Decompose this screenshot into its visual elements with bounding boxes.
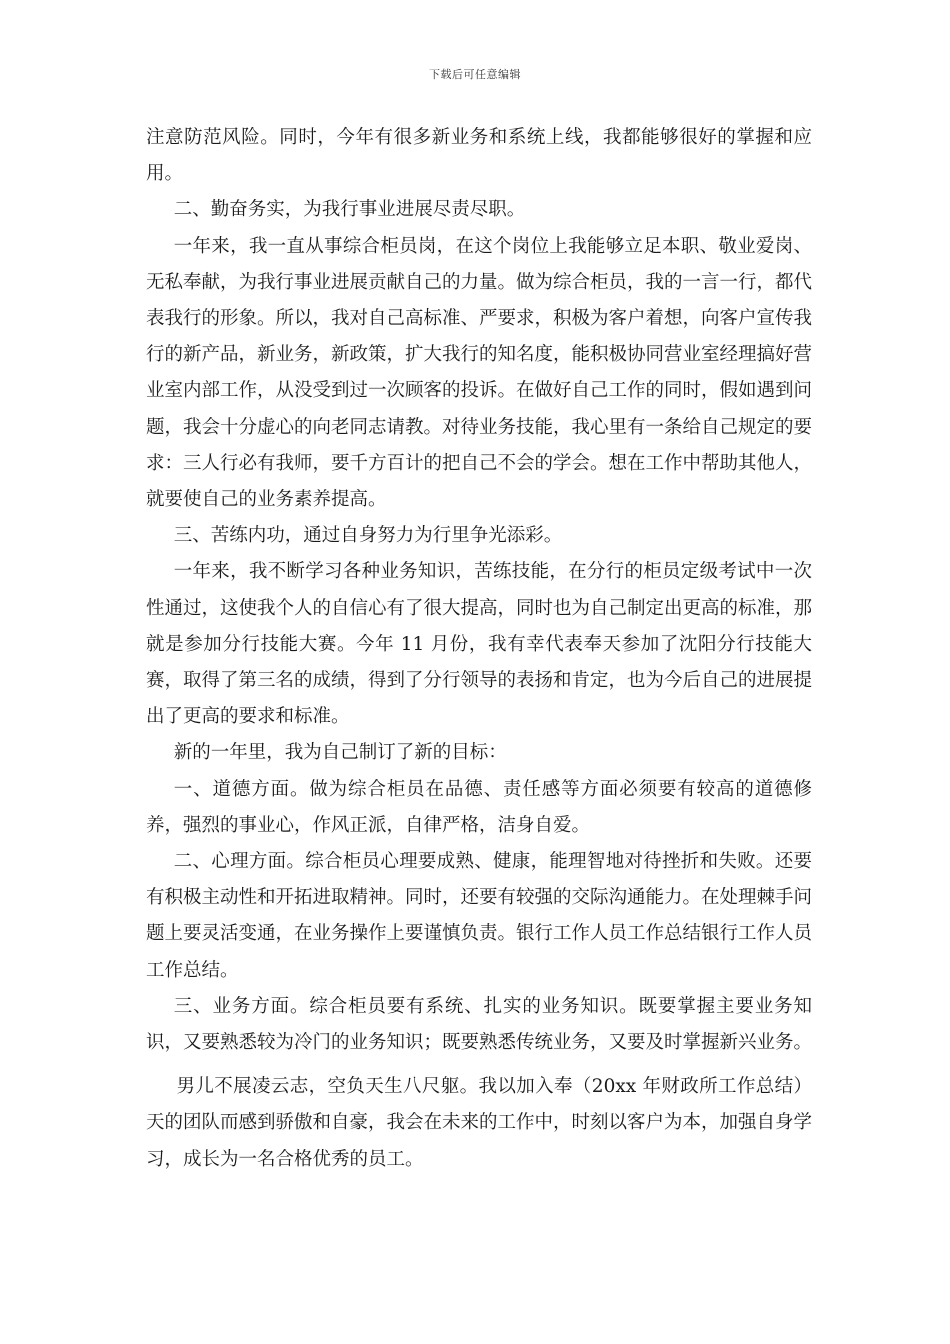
section-heading-3: 三、苦练内功，通过自身努力为行里争光添彩。: [173, 525, 563, 547]
closing-paragraph: 男儿不展凌云志，空负天生八尺躯。我以加入奉（20xx 年财政所工作总结）天的团队而感到骄傲和自豪，我会在未来的工作中，时刻以客户为本，加强自身学习，成长为一名合格优秀的员工。: [146, 1076, 813, 1170]
goals-intro: 新的一年里，我为自己制订了新的目标：: [173, 742, 507, 764]
header-note: 下载后可任意编辑: [429, 68, 521, 81]
section-heading-2: 二、勤奋务实，为我行事业进展尽责尽职。: [173, 199, 526, 221]
goal-moral: 一、道德方面。做为综合柜员在品德、责任感等方面必须要有较高的道德修养，强烈的事业心，作风正派，自律严格，洁身自爱。: [146, 778, 812, 836]
document-body: [146, 120, 812, 1178]
goal-business: 三、业务方面。综合柜员要有系统、扎实的业务知识。既要掌握主要业务知识，又要熟悉较为冷门的业务知识；既要熟悉传统业务，又要及时掌握新兴业务。: [146, 995, 813, 1054]
paragraph-section-2: 一年来，我一直从事综合柜员岗，在这个岗位上我能够立足本职、敬业爱岗、无私奉献，为我行事业进展贡献自己的力量。做为综合柜员，我的一言一行，都代表我行的形象。所以，我对自己高标准、严要求，积极为客户着想，向客户宣传我行的新产品，新业务，新政策，扩大我行的知名度，能积极协同营业室经理搞好营业室内部工作，从没受到过一次顾客的投诉。在做好自己工作的同时，假如遇到问题，我会十分虚心的向老同志请教。对待业务技能，我心里有一条给自己规定的要求：三人行必有我师，要千方百计的把自己不会的学会。想在工作中帮助其他人，就要使自己的业务素养提高。: [146, 235, 813, 511]
paragraph-continuation: 注意防范风险。同时，今年有很多新业务和系统上线，我都能够很好的掌握和应用。: [146, 127, 812, 185]
goal-psychology: 二、心理方面。综合柜员心理要成熟、健康，能理智地对待挫折和失败。还要有积极主动性和开拓进取精神。同时，还要有较强的交际沟通能力。在处理棘手问题上要灵活变通，在业务操作上要谨慎负责。银行工作人员工作总结银行工作人员工作总结。: [146, 851, 813, 981]
paragraph-section-3: 一年来，我不断学习各种业务知识，苦练技能，在分行的柜员定级考试中一次性通过，这使我个人的自信心有了很大提高，同时也为自己制定出更高的标准，那就是参加分行技能大赛。今年 11 月份，我有幸代表奉天参加了沈阳分行技能大赛，取得了第三名的成绩，得到了分行领导的表扬和肯定，也为今后自己的进展提出了更高的要求和标准。: [146, 561, 813, 728]
